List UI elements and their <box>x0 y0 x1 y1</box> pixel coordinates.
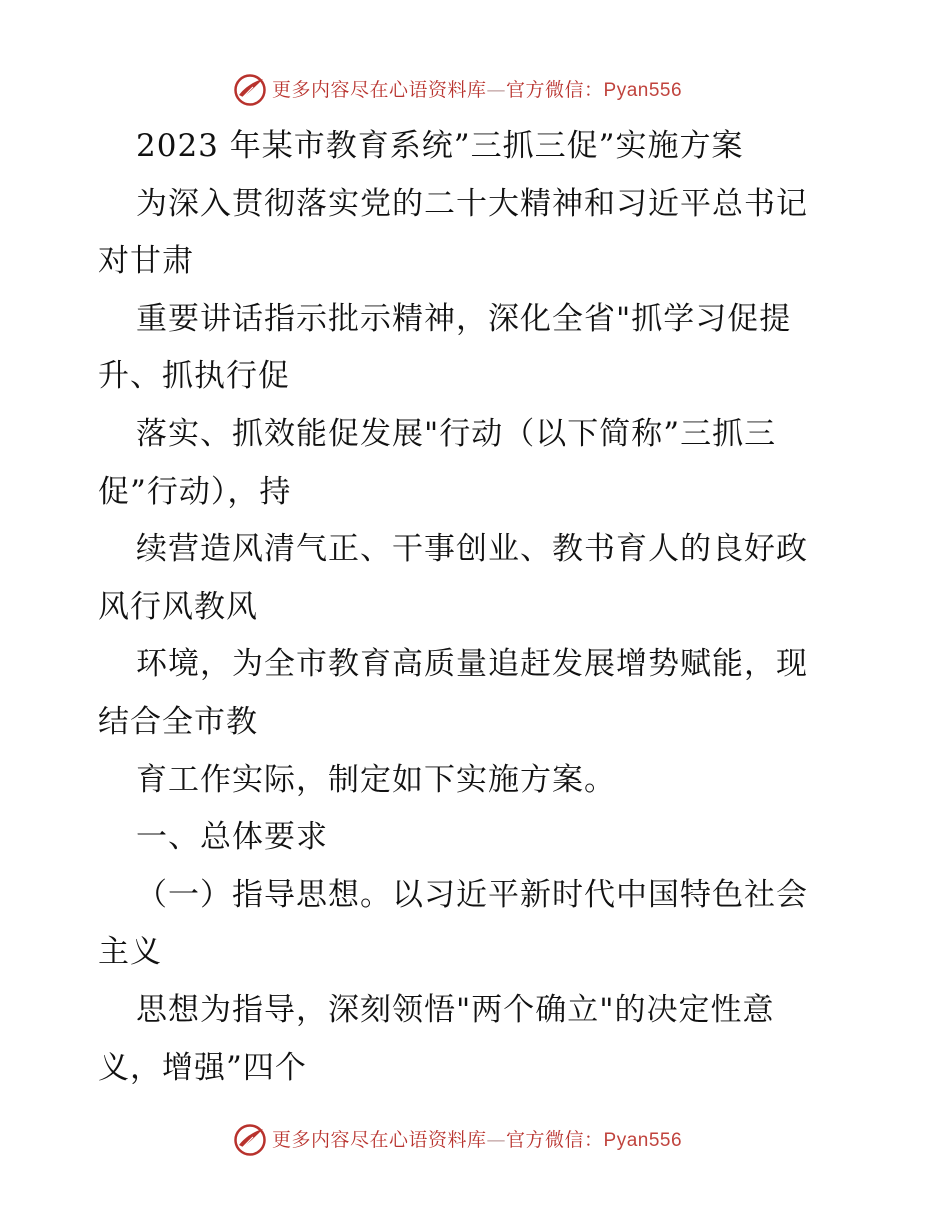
watermark-site-text: 更多内容尽在心语资料库 <box>272 1129 487 1151</box>
watermark-dash: — <box>486 1129 507 1151</box>
document-line: （一）指导思想。以习近平新时代中国特色社会 <box>136 876 808 913</box>
watermark-contact-text: 官方微信： <box>506 1129 604 1151</box>
document-line: 升、抓执行促 <box>98 358 290 395</box>
watermark-banner-top <box>0 70 950 110</box>
document-line: 风行风教风 <box>98 588 258 625</box>
watermark-site-text: 更多内容尽在心语资料库 <box>272 79 487 101</box>
document-line: 义，增强”四个 <box>98 1049 307 1086</box>
watermark-dash: — <box>486 79 507 101</box>
document-line: 主义 <box>98 934 162 971</box>
document-line: 促”行动），持 <box>98 473 292 510</box>
document-line: 2023 年某市教育系统”三抓三促”实施方案 <box>136 128 744 164</box>
watermark-contact-id: Pyan556 <box>603 80 683 101</box>
watermark-banner-bottom <box>0 1120 950 1160</box>
document-line: 对甘肃 <box>98 243 194 280</box>
document-line: 思想为指导，深刻领悟"两个确立"的决定性意 <box>136 991 775 1028</box>
document-line: 续营造风清气正、干事创业、教书育人的良好政 <box>136 531 808 568</box>
document-line: 环境，为全市教育高质量追赶发展增势赋能，现 <box>136 646 808 683</box>
document-line: 结合全市教 <box>98 703 258 740</box>
quill-in-circle-icon <box>233 73 267 107</box>
document-line: 落实、抓效能促发展"行动（以下简称”三抓三 <box>136 415 777 452</box>
watermark-contact-text: 官方微信： <box>506 79 604 101</box>
document-line: 育工作实际，制定如下实施方案。 <box>136 761 616 798</box>
document-body <box>98 118 868 1097</box>
watermark-contact-id: Pyan556 <box>603 1130 683 1151</box>
document-line: 重要讲话指示批示精神，深化全省"抓学习促提 <box>136 300 792 337</box>
document-line: 一、总体要求 <box>136 819 328 856</box>
quill-in-circle-icon <box>233 1123 267 1157</box>
document-line: 为深入贯彻落实党的二十大精神和习近平总书记 <box>136 185 808 222</box>
